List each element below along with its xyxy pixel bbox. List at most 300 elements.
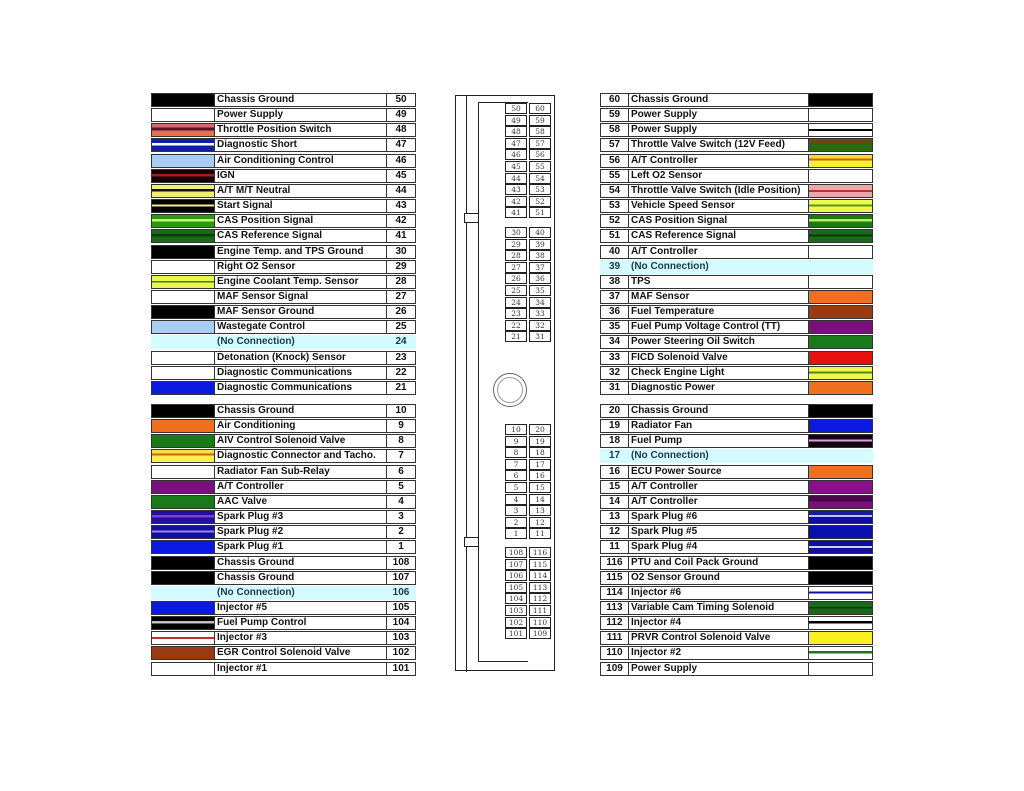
connector-pin: 60: [529, 103, 551, 114]
wire-color-swatch: [808, 631, 873, 645]
wire-color-swatch: [151, 419, 215, 433]
wire-color-swatch: [151, 631, 215, 645]
connector-pin: 26: [505, 273, 527, 284]
wire-color-swatch: [808, 214, 873, 228]
pin-number: 22: [386, 366, 416, 380]
pin-row: [600, 495, 873, 509]
wire-color-swatch: [808, 404, 873, 418]
pin-row: [600, 138, 873, 152]
pin-number: 15: [600, 480, 629, 494]
pin-row: [151, 199, 416, 213]
pin-function-label: A/T Controller: [628, 154, 809, 168]
wire-color-swatch: [151, 495, 215, 509]
connector-pin: 45: [505, 161, 527, 172]
wire-color-swatch: [808, 290, 873, 304]
pin-row: [600, 214, 873, 228]
wire-color-swatch: [151, 245, 215, 259]
connector-pin: 28: [505, 250, 527, 261]
pin-number: 32: [600, 366, 629, 380]
connector-pin: 1: [505, 528, 527, 539]
wire-color-swatch: [151, 662, 215, 676]
connector-pin: 52: [529, 196, 551, 207]
connector-pin: 36: [529, 273, 551, 284]
pin-function-label: (No Connection): [628, 260, 809, 274]
pin-number: 11: [600, 540, 629, 554]
pin-function-label: A/T M/T Neutral: [214, 184, 387, 198]
connector-pin: 31: [529, 331, 551, 342]
pin-number: 35: [600, 320, 629, 334]
pin-number: 104: [386, 616, 416, 630]
pin-number: 29: [386, 260, 416, 274]
pin-function-label: ECU Power Source: [628, 465, 809, 479]
connector-pin: 29: [505, 239, 527, 250]
pin-function-label: Injector #5: [214, 601, 387, 615]
pin-row: [600, 320, 873, 334]
connector-pin: 13: [529, 505, 551, 516]
pin-function-label: Start Signal: [214, 199, 387, 213]
pin-row: [600, 646, 873, 660]
pin-row: [151, 184, 416, 198]
connector-pin: 10: [505, 424, 527, 435]
wire-color-swatch: [151, 275, 215, 289]
connector-pin: 24: [505, 297, 527, 308]
wire-color-swatch: [808, 662, 873, 676]
connector-latch-notch: [464, 213, 479, 223]
pin-number: 27: [386, 290, 416, 304]
pin-row: [151, 290, 416, 304]
pin-function-label: Injector #4: [628, 616, 809, 630]
pin-function-label: Throttle Valve Switch (Idle Position): [628, 184, 809, 198]
pin-function-label: Fuel Temperature: [628, 305, 809, 319]
connector-pin: 107: [505, 559, 527, 570]
pin-number: 18: [600, 434, 629, 448]
pin-number: 50: [386, 93, 416, 107]
pin-function-label: Power Supply: [214, 108, 387, 122]
pin-number: 109: [600, 662, 629, 676]
connector-pin: 4: [505, 494, 527, 505]
pin-number: 34: [600, 335, 629, 349]
pin-row: [151, 381, 416, 395]
connector-pin: 50: [505, 103, 527, 114]
connector-pin: 37: [529, 262, 551, 273]
pin-function-label: Air Conditioning: [214, 419, 387, 433]
pin-number: 40: [600, 245, 629, 259]
connector-pin: 44: [505, 173, 527, 184]
pin-number: 4: [386, 495, 416, 509]
pin-function-label: PTU and Coil Pack Ground: [628, 556, 809, 570]
pin-function-label: Fuel Pump Control: [214, 616, 387, 630]
connector-pin: 111: [529, 605, 551, 616]
pin-row: [600, 93, 873, 107]
pin-row: [600, 260, 873, 274]
pin-row: [600, 275, 873, 289]
pin-function-label: EGR Control Solenoid Valve: [214, 646, 387, 660]
connector-pin: 49: [505, 115, 527, 126]
pin-row: [600, 571, 873, 585]
pin-function-label: A/T Controller: [214, 480, 387, 494]
pin-number: 115: [600, 571, 629, 585]
pin-number: 47: [386, 138, 416, 152]
connector-pin: 23: [505, 308, 527, 319]
pin-number: 55: [600, 169, 629, 183]
pin-number: 31: [600, 381, 629, 395]
pin-function-label: CAS Position Signal: [628, 214, 809, 228]
pin-number: 30: [386, 245, 416, 259]
pin-function-label: (No Connection): [214, 586, 387, 600]
pin-function-label: Engine Temp. and TPS Ground: [214, 245, 387, 259]
wire-color-swatch: [808, 480, 873, 494]
wire-color-swatch: [151, 351, 215, 365]
connector-bolt-ring-inner: [497, 377, 523, 403]
pin-row: [151, 404, 416, 418]
connector-pin: 33: [529, 308, 551, 319]
pin-function-label: Power Supply: [628, 108, 809, 122]
pin-number: 38: [600, 275, 629, 289]
wire-color-swatch: [151, 601, 215, 615]
pin-function-label: Spark Plug #3: [214, 510, 387, 524]
pin-number: 112: [600, 616, 629, 630]
wire-color-swatch: [808, 351, 873, 365]
pin-row: [600, 601, 873, 615]
pin-number: 9: [386, 419, 416, 433]
connector-pin: 17: [529, 459, 551, 470]
pin-function-label: Diagnostic Communications: [214, 381, 387, 395]
wire-color-swatch: [151, 404, 215, 418]
pin-number: 7: [386, 449, 416, 463]
pin-function-label: Chassis Ground: [214, 556, 387, 570]
pin-function-label: PRVR Control Solenoid Valve: [628, 631, 809, 645]
pin-number: 113: [600, 601, 629, 615]
connector-pin: 35: [529, 285, 551, 296]
wire-color-swatch: [151, 465, 215, 479]
connector-pin: 32: [529, 320, 551, 331]
connector-pin: 114: [529, 570, 551, 581]
pin-row: [151, 449, 416, 463]
connector-pin: 8: [505, 447, 527, 458]
pin-number: 105: [386, 601, 416, 615]
wire-color-swatch: [151, 366, 215, 380]
pin-row: [151, 320, 416, 334]
pin-function-label: Variable Cam Timing Solenoid: [628, 601, 809, 615]
pin-number: 108: [386, 556, 416, 570]
pin-function-label: Fuel Pump: [628, 434, 809, 448]
pin-row: [600, 510, 873, 524]
wire-color-swatch: [808, 586, 873, 600]
pin-row: [151, 154, 416, 168]
wire-color-swatch: [151, 480, 215, 494]
wire-color-swatch: [151, 184, 215, 198]
wire-color-swatch: [808, 260, 873, 274]
connector-pin: 103: [505, 605, 527, 616]
wire-color-swatch: [808, 366, 873, 380]
pin-row: [600, 245, 873, 259]
pin-row: [151, 616, 416, 630]
wire-color-swatch: [808, 245, 873, 259]
pin-number: 5: [386, 480, 416, 494]
connector-pin: 108: [505, 547, 527, 558]
connector-pin: 112: [529, 593, 551, 604]
connector-pin: 105: [505, 582, 527, 593]
pin-number: 37: [600, 290, 629, 304]
pin-function-label: (No Connection): [628, 449, 809, 463]
pin-function-label: Injector #3: [214, 631, 387, 645]
pin-row: [151, 662, 416, 676]
pin-function-label: Power Supply: [628, 662, 809, 676]
pin-function-label: Throttle Valve Switch (12V Feed): [628, 138, 809, 152]
wire-color-swatch: [808, 571, 873, 585]
wire-color-swatch: [151, 525, 215, 539]
pin-function-label: AIV Control Solenoid Valve: [214, 434, 387, 448]
pin-row: [600, 631, 873, 645]
connector-pin: 48: [505, 126, 527, 137]
wire-color-swatch: [808, 335, 873, 349]
pin-row: [600, 169, 873, 183]
pin-row: [600, 305, 873, 319]
pin-row: [151, 245, 416, 259]
pin-row: [151, 646, 416, 660]
pin-row: [151, 351, 416, 365]
wire-color-swatch: [151, 616, 215, 630]
pin-function-label: Spark Plug #5: [628, 525, 809, 539]
pin-number: 60: [600, 93, 629, 107]
connector-latch-notch: [464, 537, 479, 547]
pin-row: [151, 525, 416, 539]
wire-color-swatch: [808, 449, 873, 463]
pin-number: 39: [600, 260, 629, 274]
pin-number: 33: [600, 351, 629, 365]
pin-number: 51: [600, 229, 629, 243]
pin-row: [151, 419, 416, 433]
pin-function-label: Diagnostic Power: [628, 381, 809, 395]
wire-color-swatch: [808, 601, 873, 615]
pin-function-label: TPS: [628, 275, 809, 289]
pin-number: 13: [600, 510, 629, 524]
pin-number: 45: [386, 169, 416, 183]
pin-function-label: Detonation (Knock) Sensor: [214, 351, 387, 365]
pin-row: [600, 366, 873, 380]
pin-row: [600, 586, 873, 600]
pin-function-label: Chassis Ground: [628, 93, 809, 107]
pin-row: [151, 335, 416, 349]
pin-function-label: AAC Valve: [214, 495, 387, 509]
connector-pin: 40: [529, 227, 551, 238]
wire-color-swatch: [151, 169, 215, 183]
wire-color-swatch: [808, 184, 873, 198]
pin-number: 36: [600, 305, 629, 319]
connector-pin: 53: [529, 184, 551, 195]
pin-function-label: Check Engine Light: [628, 366, 809, 380]
connector-pin: 12: [529, 517, 551, 528]
pin-row: [151, 434, 416, 448]
pin-function-label: Spark Plug #1: [214, 540, 387, 554]
pin-function-label: Diagnostic Short: [214, 138, 387, 152]
wire-color-swatch: [808, 381, 873, 395]
wire-color-swatch: [151, 449, 215, 463]
pin-number: 24: [386, 335, 416, 349]
pin-row: [600, 351, 873, 365]
connector-pin: 101: [505, 628, 527, 639]
pin-number: 52: [600, 214, 629, 228]
pin-function-label: Right O2 Sensor: [214, 260, 387, 274]
pin-row: [600, 335, 873, 349]
pin-function-label: Injector #6: [628, 586, 809, 600]
wire-color-swatch: [808, 465, 873, 479]
connector-pin: 14: [529, 494, 551, 505]
wire-color-swatch: [151, 108, 215, 122]
connector-pin: 41: [505, 207, 527, 218]
connector-pin: 34: [529, 297, 551, 308]
pin-row: [151, 601, 416, 615]
wire-color-swatch: [808, 275, 873, 289]
connector-pin: 113: [529, 582, 551, 593]
connector-pin: 38: [529, 250, 551, 261]
wire-color-swatch: [151, 305, 215, 319]
connector-pin: 46: [505, 149, 527, 160]
wire-color-swatch: [151, 510, 215, 524]
pin-row: [600, 184, 873, 198]
connector-pin: 16: [529, 470, 551, 481]
wire-color-swatch: [808, 434, 873, 448]
pin-row: [600, 525, 873, 539]
wire-color-swatch: [808, 93, 873, 107]
pin-number: 17: [600, 449, 629, 463]
connector-pin: 106: [505, 570, 527, 581]
pin-function-label: Spark Plug #2: [214, 525, 387, 539]
pin-function-label: Engine Coolant Temp. Sensor: [214, 275, 387, 289]
pin-number: 59: [600, 108, 629, 122]
wire-color-swatch: [808, 108, 873, 122]
connector-pin: 2: [505, 517, 527, 528]
pin-row: [600, 419, 873, 433]
pin-row: [600, 449, 873, 463]
pin-row: [151, 631, 416, 645]
pin-number: 54: [600, 184, 629, 198]
wire-color-swatch: [808, 616, 873, 630]
pin-function-label: A/T Controller: [628, 245, 809, 259]
pin-function-label: Diagnostic Connector and Tacho.: [214, 449, 387, 463]
pin-number: 21: [386, 381, 416, 395]
connector-pin: 116: [529, 547, 551, 558]
pin-row: [151, 480, 416, 494]
pin-number: 57: [600, 138, 629, 152]
wire-color-swatch: [151, 540, 215, 554]
wire-color-swatch: [151, 260, 215, 274]
pin-number: 58: [600, 123, 629, 137]
pin-number: 19: [600, 419, 629, 433]
connector-pin: 6: [505, 470, 527, 481]
connector-pin: 5: [505, 482, 527, 493]
pin-function-label: CAS Reference Signal: [628, 229, 809, 243]
pin-row: [600, 404, 873, 418]
wire-color-swatch: [808, 419, 873, 433]
wire-color-swatch: [808, 510, 873, 524]
wire-color-swatch: [151, 123, 215, 137]
connector-pin: 19: [529, 436, 551, 447]
connector-pin: 9: [505, 436, 527, 447]
connector-pin: 59: [529, 115, 551, 126]
connector-pin: 22: [505, 320, 527, 331]
pin-function-label: Wastegate Control: [214, 320, 387, 334]
connector-pin: 39: [529, 239, 551, 250]
pin-row: [151, 260, 416, 274]
pin-number: 16: [600, 465, 629, 479]
pin-function-label: Diagnostic Communications: [214, 366, 387, 380]
connector-pin: 104: [505, 593, 527, 604]
pin-number: 56: [600, 154, 629, 168]
pin-row: [151, 229, 416, 243]
pin-number: 103: [386, 631, 416, 645]
wire-color-swatch: [151, 93, 215, 107]
pin-number: 28: [386, 275, 416, 289]
wire-color-swatch: [151, 381, 215, 395]
wire-color-swatch: [151, 320, 215, 334]
wire-color-swatch: [808, 305, 873, 319]
connector-pin: 47: [505, 138, 527, 149]
pin-row: [151, 169, 416, 183]
pin-function-label: CAS Reference Signal: [214, 229, 387, 243]
pin-function-label: Chassis Ground: [214, 571, 387, 585]
pin-row: [151, 138, 416, 152]
pin-function-label: (No Connection): [214, 335, 387, 349]
pin-function-label: Chassis Ground: [214, 93, 387, 107]
pin-function-label: MAF Sensor: [628, 290, 809, 304]
pin-function-label: A/T Controller: [628, 480, 809, 494]
connector-pin: 15: [529, 482, 551, 493]
wire-color-swatch: [808, 646, 873, 660]
wire-color-swatch: [151, 229, 215, 243]
connector-pin: 42: [505, 196, 527, 207]
pin-function-label: Throttle Position Switch: [214, 123, 387, 137]
pin-row: [151, 123, 416, 137]
pin-function-label: Chassis Ground: [628, 404, 809, 418]
wire-color-swatch: [808, 525, 873, 539]
ecu-connector-diagram: [455, 95, 555, 671]
pin-number: 48: [386, 123, 416, 137]
pin-number: 23: [386, 351, 416, 365]
pin-row: [151, 305, 416, 319]
pin-number: 46: [386, 154, 416, 168]
pin-number: 10: [386, 404, 416, 418]
connector-pin: 27: [505, 262, 527, 273]
pin-row: [600, 290, 873, 304]
pin-number: 8: [386, 434, 416, 448]
connector-pin: 18: [529, 447, 551, 458]
pin-function-label: MAF Sensor Ground: [214, 305, 387, 319]
pin-row: [600, 662, 873, 676]
wire-color-swatch: [151, 646, 215, 660]
pin-function-label: Injector #1: [214, 662, 387, 676]
pin-row: [600, 540, 873, 554]
pin-row: [600, 154, 873, 168]
pin-row: [600, 108, 873, 122]
connector-pin: 57: [529, 138, 551, 149]
wire-color-swatch: [808, 556, 873, 570]
wire-color-swatch: [151, 290, 215, 304]
pin-function-label: Radiator Fan Sub-Relay: [214, 465, 387, 479]
connector-pin: 58: [529, 126, 551, 137]
wire-color-swatch: [151, 154, 215, 168]
pin-number: 41: [386, 229, 416, 243]
connector-pin: 54: [529, 173, 551, 184]
pin-number: 2: [386, 525, 416, 539]
pin-row: [151, 465, 416, 479]
pin-number: 42: [386, 214, 416, 228]
connector-pin: 102: [505, 617, 527, 628]
connector-pin: 56: [529, 149, 551, 160]
pin-function-label: Spark Plug #4: [628, 540, 809, 554]
wire-color-swatch: [808, 495, 873, 509]
pin-number: 44: [386, 184, 416, 198]
